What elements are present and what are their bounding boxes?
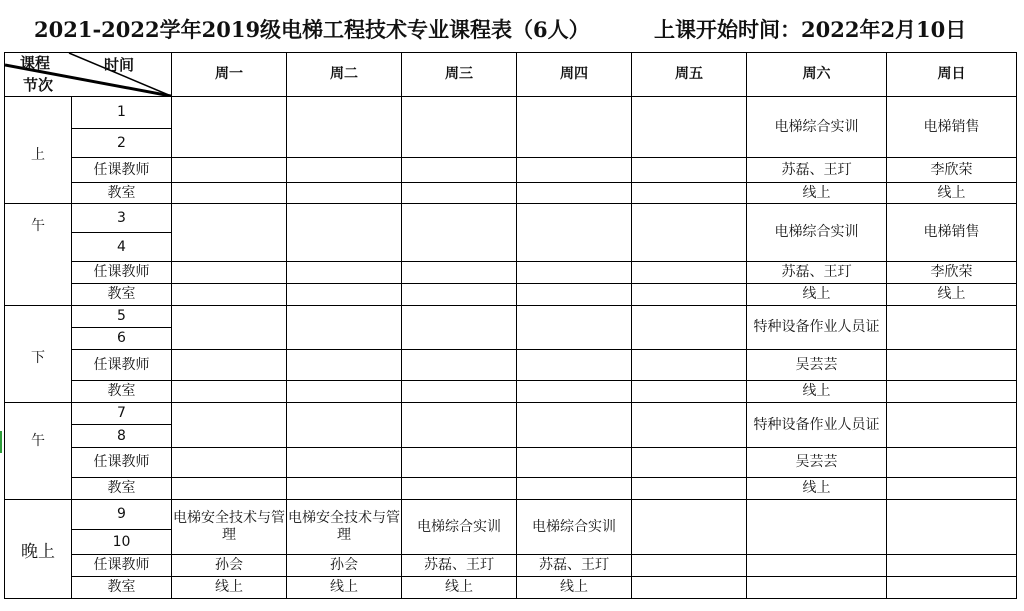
day-sun: 周日	[887, 53, 1017, 97]
teacher-cell: 李欣荣	[887, 158, 1017, 183]
cell	[632, 577, 747, 599]
cell	[402, 381, 517, 403]
course-cell: 电梯综合实训	[747, 204, 887, 262]
room-cell: 线上	[172, 577, 287, 599]
session-5: 5	[72, 306, 172, 328]
teacher-cell: 苏磊、王玎	[747, 262, 887, 284]
cell	[287, 262, 402, 284]
title-bar	[0, 0, 1024, 52]
day-thu: 周四	[517, 53, 632, 97]
teacher-label: 任课教师	[72, 158, 172, 183]
period-afternoon-1: 下	[5, 306, 72, 403]
room-cell: 线上	[287, 577, 402, 599]
cell	[887, 478, 1017, 500]
cell	[402, 97, 517, 158]
cell	[887, 555, 1017, 577]
cell	[172, 306, 287, 350]
teacher-cell: 苏磊、王玎	[517, 555, 632, 577]
cell	[172, 183, 287, 204]
day-sat: 周六	[747, 53, 887, 97]
cell	[887, 577, 1017, 599]
cell	[747, 500, 887, 555]
cell	[632, 555, 747, 577]
cell	[172, 403, 287, 448]
cell	[172, 381, 287, 403]
cell	[172, 158, 287, 183]
cell	[632, 448, 747, 478]
cell	[172, 97, 287, 158]
cell	[402, 183, 517, 204]
cell	[632, 478, 747, 500]
schedule-title: 2021-2022学年2019级电梯工程技术专业课程表（6人）	[34, 17, 590, 42]
room-label: 教室	[72, 577, 172, 599]
course-cell: 电梯综合实训	[517, 500, 632, 555]
cell	[402, 350, 517, 381]
table-row	[5, 381, 1017, 403]
session-10: 10	[72, 530, 172, 555]
cell	[632, 403, 747, 448]
row-marker	[0, 431, 2, 453]
start-date: 上课开始时间：2022年2月10日	[654, 17, 967, 42]
cell	[287, 403, 402, 448]
teacher-label: 任课教师	[72, 448, 172, 478]
cell	[287, 350, 402, 381]
cell	[402, 448, 517, 478]
day-tue: 周二	[287, 53, 402, 97]
cell	[287, 448, 402, 478]
period-evening: 晚上	[5, 500, 72, 599]
session-4: 4	[72, 233, 172, 262]
session-9: 9	[72, 500, 172, 530]
day-mon: 周一	[172, 53, 287, 97]
course-cell: 电梯综合实训	[747, 97, 887, 158]
corner-course-label: 课程	[20, 54, 51, 72]
cell	[887, 500, 1017, 555]
table-row	[5, 262, 1017, 284]
table-row	[5, 448, 1017, 478]
day-wed: 周三	[402, 53, 517, 97]
room-cell: 线上	[402, 577, 517, 599]
corner-session-label: 节次	[23, 76, 54, 94]
cell	[172, 284, 287, 306]
table-row	[5, 183, 1017, 204]
teacher-cell: 吴芸芸	[747, 448, 887, 478]
cell	[287, 97, 402, 158]
teacher-label: 任课教师	[72, 350, 172, 381]
table-row	[5, 284, 1017, 306]
cell	[172, 262, 287, 284]
cell	[517, 158, 632, 183]
cell	[632, 97, 747, 158]
table-row	[5, 403, 1017, 425]
room-cell: 线上	[747, 284, 887, 306]
cell	[887, 306, 1017, 350]
cell	[402, 284, 517, 306]
course-cell: 电梯综合实训	[402, 500, 517, 555]
period-morning-1: 上	[5, 97, 72, 204]
schedule-table	[4, 52, 1017, 599]
cell	[287, 478, 402, 500]
teacher-cell: 李欣荣	[887, 262, 1017, 284]
room-label: 教室	[72, 478, 172, 500]
cell	[517, 478, 632, 500]
course-cell: 特种设备作业人员证	[747, 306, 887, 350]
cell	[287, 204, 402, 262]
corner-time-label: 时间	[104, 56, 135, 74]
cell	[517, 183, 632, 204]
cell	[287, 158, 402, 183]
cell	[172, 204, 287, 262]
table-row	[5, 204, 1017, 233]
course-cell: 电梯安全技术与管理	[287, 500, 402, 555]
cell	[402, 306, 517, 350]
header-row	[5, 53, 1017, 97]
table-row	[5, 478, 1017, 500]
teacher-cell: 苏磊、王玎	[747, 158, 887, 183]
cell	[632, 284, 747, 306]
cell	[632, 204, 747, 262]
cell	[402, 403, 517, 448]
cell	[632, 381, 747, 403]
cell	[887, 448, 1017, 478]
room-cell: 线上	[747, 381, 887, 403]
cell	[517, 403, 632, 448]
table-row	[5, 97, 1017, 129]
teacher-cell: 孙会	[172, 555, 287, 577]
cell	[517, 350, 632, 381]
cell	[172, 448, 287, 478]
cell	[287, 284, 402, 306]
table-row	[5, 350, 1017, 381]
cell	[517, 204, 632, 262]
room-cell: 线上	[887, 183, 1017, 204]
cell	[632, 306, 747, 350]
day-fri: 周五	[632, 53, 747, 97]
cell	[172, 478, 287, 500]
table-row	[5, 306, 1017, 328]
session-6: 6	[72, 328, 172, 350]
teacher-cell: 吴芸芸	[747, 350, 887, 381]
room-label: 教室	[72, 284, 172, 306]
room-label: 教室	[72, 183, 172, 204]
cell	[517, 448, 632, 478]
room-cell: 线上	[747, 478, 887, 500]
cell	[287, 381, 402, 403]
cell	[887, 403, 1017, 448]
cell	[632, 262, 747, 284]
table-row	[5, 555, 1017, 577]
period-afternoon-2: 午	[5, 403, 72, 500]
cell	[887, 381, 1017, 403]
table-row	[5, 500, 1017, 530]
cell	[402, 478, 517, 500]
session-7: 7	[72, 403, 172, 425]
session-2: 2	[72, 129, 172, 158]
cell	[287, 183, 402, 204]
teacher-cell: 孙会	[287, 555, 402, 577]
course-cell: 电梯销售	[887, 97, 1017, 158]
session-3: 3	[72, 204, 172, 233]
cell	[517, 97, 632, 158]
cell	[287, 306, 402, 350]
cell	[172, 350, 287, 381]
course-cell: 电梯销售	[887, 204, 1017, 262]
table-row	[5, 158, 1017, 183]
table-row	[5, 577, 1017, 599]
cell	[402, 158, 517, 183]
period-morning-2: 午	[5, 204, 72, 306]
cell	[517, 306, 632, 350]
cell	[632, 350, 747, 381]
room-label: 教室	[72, 381, 172, 403]
cell	[747, 577, 887, 599]
session-1: 1	[72, 97, 172, 129]
course-cell: 特种设备作业人员证	[747, 403, 887, 448]
room-cell: 线上	[517, 577, 632, 599]
teacher-cell: 苏磊、王玎	[402, 555, 517, 577]
cell	[517, 284, 632, 306]
cell	[402, 262, 517, 284]
cell	[887, 350, 1017, 381]
session-8: 8	[72, 425, 172, 448]
course-cell: 电梯安全技术与管理	[172, 500, 287, 555]
teacher-label: 任课教师	[72, 262, 172, 284]
cell	[632, 158, 747, 183]
room-cell: 线上	[887, 284, 1017, 306]
cell	[632, 500, 747, 555]
cell	[402, 204, 517, 262]
teacher-label: 任课教师	[72, 555, 172, 577]
cell	[747, 555, 887, 577]
corner-header	[5, 53, 172, 97]
cell	[517, 262, 632, 284]
room-cell: 线上	[747, 183, 887, 204]
cell	[517, 381, 632, 403]
cell	[632, 183, 747, 204]
